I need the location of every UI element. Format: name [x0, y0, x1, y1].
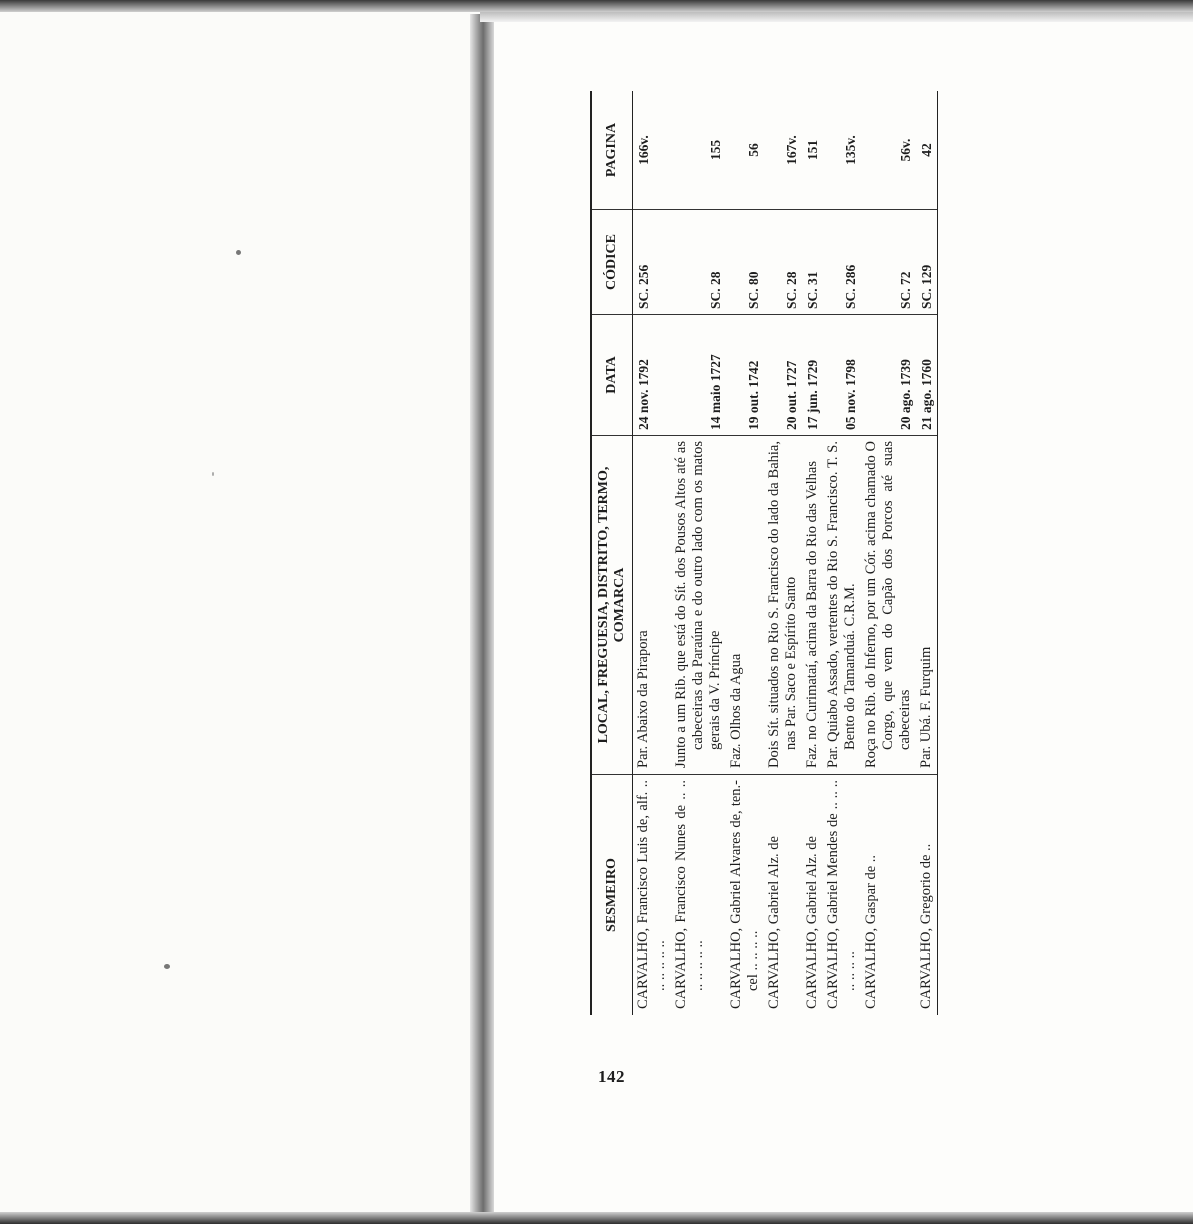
cell-local: Faz. no Curimataí, acima da Barra do Rio das Velhas [802, 436, 823, 775]
cell-data: 17 jun. 1729 [802, 315, 823, 436]
cell-pagina: 167v. [784, 135, 799, 165]
cell-local: Junto a um Rib. que está do Sít. dos Pousos Altos até as cabeceiras da Paraúna e do outro lado com os matos gerais da V. Príncipe [671, 436, 726, 775]
book-gutter [470, 14, 494, 1214]
cell-codice: SC. 28 [764, 210, 802, 315]
left-blank-page [0, 12, 470, 1212]
cell-sesmeiro: CARVALHO, Gabriel Mendes de .. .. .. .. .. .. .. [823, 775, 861, 1016]
table-row [823, 91, 861, 1015]
cell-codice: SC. 129 [916, 210, 938, 315]
table-row [633, 91, 672, 1015]
cell-local: Dois Sít. situados no Rio S. Francisco do lado da Bahia, nas Par. Saco e Espírito Santo [764, 436, 802, 775]
header-local: LOCAL, FREGUESIA, DISTRITO, TERMO, COMARCA [591, 436, 633, 775]
cell-data: 24 nov. 1792 [633, 315, 672, 436]
cell-local: Par. Abaixo da Pirapora [633, 436, 672, 775]
cell-data: 20 out. 1727 [764, 315, 802, 436]
cell-codice: SC. 80 [726, 210, 764, 315]
cell-codice: SC. 72 [861, 210, 916, 315]
cell-sesmeiro: CARVALHO, Gabriel Alz. de [764, 775, 802, 1016]
cell-local: Par. Ubá. F. Furquim [916, 436, 938, 775]
table-row [861, 91, 916, 1015]
cell-codice: SC. 256 [633, 210, 672, 315]
cell-pagina: 56v. [898, 138, 913, 162]
dust-speck [236, 250, 241, 255]
cell-pagina: 56 [746, 143, 761, 157]
cell-sesmeiro: CARVALHO, Gabriel Alvares de, ten.-cel .. .. .. .. [726, 775, 764, 1016]
cell-pagina: 155 [708, 139, 723, 161]
cell-local: Faz. Olhos da Agua [726, 436, 764, 775]
dust-speck [164, 964, 170, 969]
table-row [916, 91, 938, 1015]
cell-pagina: 42 [916, 91, 938, 210]
scan-top-edge [0, 0, 1193, 12]
header-data: DATA [591, 315, 633, 436]
cell-sesmeiro: CARVALHO, Gaspar de .. [861, 775, 916, 1016]
cell-local: Roça no Rib. do Inferno, por um Cór. acima chamado O Corgo, que vem do Capão dos Porcos até suas cabeceiras [861, 436, 916, 775]
cell-codice: SC. 28 [671, 210, 726, 315]
cell-data: 14 maio 1727 [671, 315, 726, 436]
cell-sesmeiro: CARVALHO, Gabriel Alz. de [802, 775, 823, 1016]
table-header-row [591, 91, 633, 1015]
cell-pagina: 151 [805, 139, 820, 161]
table-row [764, 91, 802, 1015]
header-pagina: PAGINA [591, 91, 633, 210]
table-row [726, 91, 764, 1015]
cell-data: 20 ago. 1739 [861, 315, 916, 436]
rotated-table-container [590, 122, 1150, 1015]
scan-top-shadow [480, 12, 1193, 22]
dust-speck [212, 472, 214, 476]
cell-pagina: 166v. [636, 135, 651, 165]
cell-data: 21 ago. 1760 [916, 315, 938, 436]
scan-bottom-edge [0, 1212, 1193, 1224]
cell-sesmeiro: CARVALHO, Francisco Luis de, alf. .. .. .. .. .. .. [633, 775, 672, 1016]
cell-pagina: 135v. [843, 135, 858, 165]
header-codice: CÓDICE [591, 210, 633, 315]
cell-sesmeiro: CARVALHO, Francisco Nunes de .. .. .. .. .. .. .. [671, 775, 726, 1016]
cell-codice: SC. 286 [823, 210, 861, 315]
cell-sesmeiro: CARVALHO, Gregorio de .. [916, 775, 938, 1016]
sesmarias-table [590, 91, 938, 1015]
cell-data: 05 nov. 1798 [823, 315, 861, 436]
cell-codice: SC. 31 [802, 210, 823, 315]
page-number: 142 [598, 1067, 625, 1086]
cell-local: Par. Quiabo Assado, vertentes do Rio S. Francisco. T. S. Bento do Tamanduá. C.R.M. [823, 436, 861, 775]
header-sesmeiro: SESMEIRO [591, 775, 633, 1016]
table-row [802, 91, 823, 1015]
cell-data: 19 out. 1742 [726, 315, 764, 436]
table-row [671, 91, 726, 1015]
